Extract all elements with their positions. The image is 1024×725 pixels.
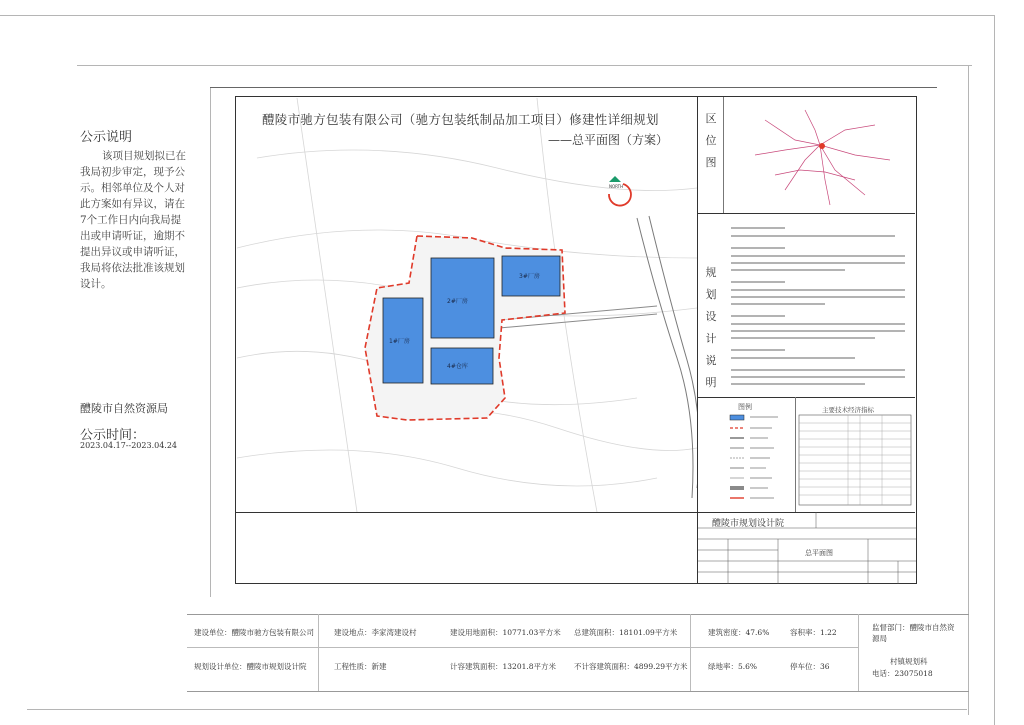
econ-table [798,414,913,508]
time-range: 2023.04.17--2023.04.24 [80,441,178,450]
strip-section: 村镇规划科 [890,657,928,666]
design-panel-bottom [697,397,915,398]
location-panel-bottom [697,213,915,214]
site-plan-map [237,98,697,512]
strip-developer: 建设单位：醴陵市驰方包装有限公司 [194,628,314,637]
strip-divider-1 [318,614,319,692]
design-notes-text [725,222,913,394]
strip-middle-rule [187,647,859,648]
north-label: NORTH [609,184,624,189]
right-inner-rule [968,65,969,715]
left-column-divider [210,87,211,597]
legend-label: 图例 [738,403,752,411]
econ-table-label: 主要技术经济指标 [822,406,874,414]
strip-project-type: 工程性质：新建 [334,662,387,671]
top-rule [0,15,994,16]
firm-name: 醴陵市规划设计院 [712,519,785,529]
project-location-marker [819,143,825,149]
plan-title: 醴陵市驰方包装有限公司（驰方包装纸制品加工项目）修建性详细规划 [262,112,659,127]
right-rule [994,15,995,725]
map-bottom-rule [236,512,697,513]
strip-non-far-area: 不计容建筑面积：4899.29平方米 [574,662,688,671]
sheet-name: 总平面图 [805,549,833,557]
building-4-label: 4#仓库 [447,363,468,370]
strip-green-rate: 绿地率：5.6% [708,662,758,671]
panel-divider [697,97,698,583]
drawing-top-rule [210,87,937,88]
north-arrow-icon [609,176,631,206]
title-block-grid [698,512,916,584]
time-heading: 公示时间： [80,428,146,443]
strip-phone: 电话：23075018 [872,669,933,678]
strip-designer: 规划设计单位：醴陵市规划设计院 [194,662,307,671]
bottom-rule [27,709,967,710]
location-label-divider [723,97,724,213]
strip-far: 容积率：1.22 [790,628,837,637]
strip-top-rule [187,614,969,615]
strip-location: 建设地点：李家湾建设村 [334,628,417,637]
plan-subtitle: ——总平面图（方案） [548,133,669,147]
notice-heading: 公示说明 [80,130,133,145]
legend-divider [795,397,796,512]
section-rule [77,65,972,66]
strip-far-area: 计容建筑面积：13201.8平方米 [450,662,557,671]
strip-divider-2 [690,614,691,692]
strip-divider-3 [858,614,859,692]
strip-land-area: 建设用地面积：10771.03平方米 [450,628,561,637]
building-3-label: 3#厂房 [519,273,540,280]
notice-body: 该项目规划拟已在我局初步审定，现予公示。相邻单位及个人对此方案如有异议，请在7个工作日内向我局提出或申请听证，逾期不提出异议或申请听证，我局将依法批准该规划设计。 [80,150,186,290]
location-map [725,100,913,210]
strip-total-area: 总建筑面积：18101.09平方米 [574,628,678,637]
building-1-label: 1#厂房 [389,338,410,345]
strip-parking: 停车位：36 [790,662,830,671]
design-label: 规 划 设 计 说 明 [705,266,717,389]
building-2-label: 2#厂房 [447,298,468,305]
location-label: 区 位 图 [705,112,717,169]
bureau-name: 醴陵市自然资源局 [80,402,168,415]
strip-supervisor: 监督部门：醴陵市自然资源局 [872,623,955,643]
legend-symbols [728,412,794,508]
strip-bottom-rule [187,691,969,692]
strip-density: 建筑密度：47.6% [708,628,770,637]
